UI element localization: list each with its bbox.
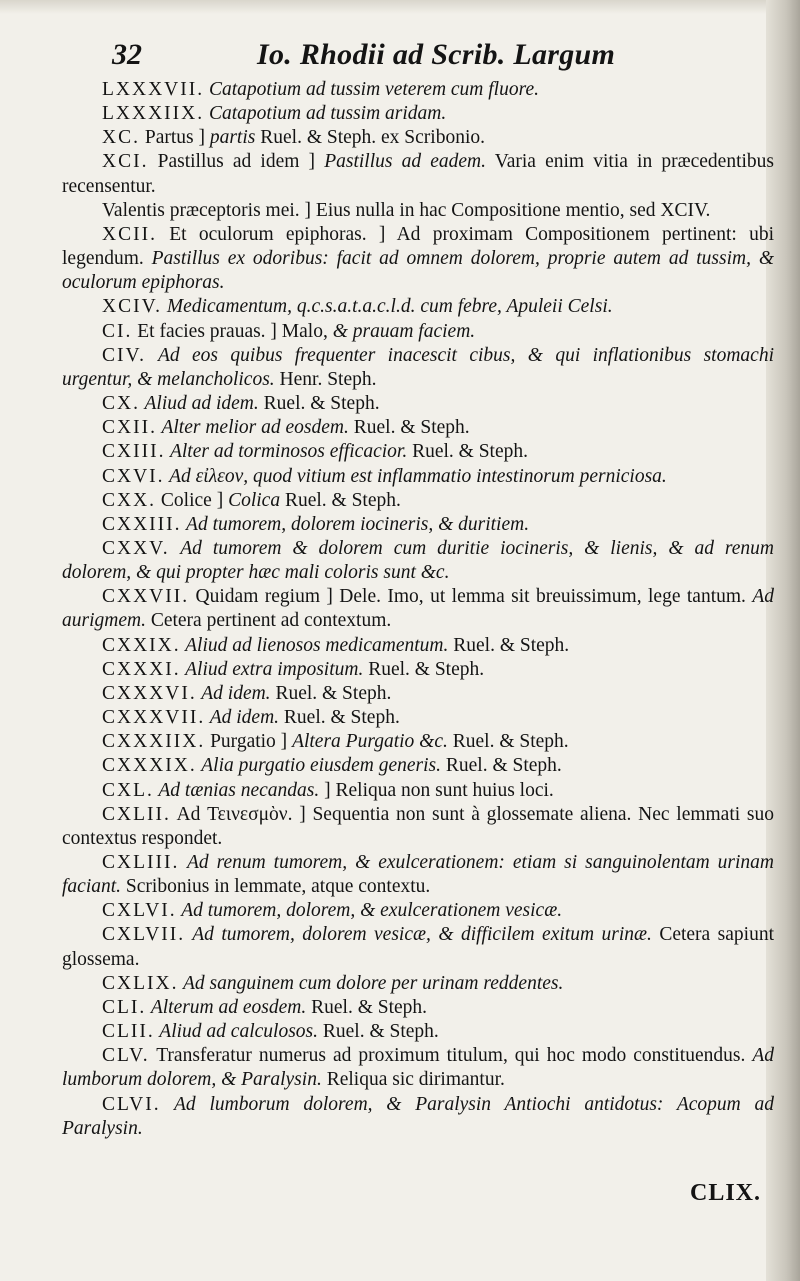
page-header: [112, 38, 732, 78]
entry-number: CXLVII.: [102, 924, 186, 946]
entry-number: CXIII.: [102, 441, 166, 463]
entry-text-italic: Ad renum tumorem, & exulcerationem: etiam si sanguinolentam urinam faciant.: [62, 852, 774, 898]
page-top-shadow: [0, 0, 800, 14]
entry-text: Quidam regium ] Dele. Imo, ut lemma sit breuissimum, lege tantum.: [189, 586, 753, 608]
entry-text: Ruel. & Steph.: [407, 441, 529, 463]
commentary-entry: [62, 899, 774, 923]
entry-text: ] Reliqua non sunt huius loci.: [319, 779, 554, 801]
entry-number: CXLVI.: [102, 900, 177, 922]
entry-text: Ruel. & Steph.: [306, 996, 428, 1018]
entry-text: Cetera sapiunt glossema.: [62, 924, 774, 970]
entry-text: Ruel. & Steph.: [280, 489, 401, 511]
entry-text-italic: Aliud ad idem.: [139, 393, 259, 415]
entry-text-italic: Ad lumborum dolorem, & Paralysin.: [62, 1045, 774, 1091]
commentary-entry: [62, 223, 774, 295]
entry-text-italic: Pastillus ad eadem.: [324, 151, 487, 173]
entry-number: CXXXVI.: [102, 682, 197, 704]
entry-text-italic: Ad idem.: [196, 682, 271, 704]
entry-number: CLVI.: [102, 1093, 161, 1115]
entry-text-italic: Medicamentum, q.c.s.a.t.a.c.l.d. cum febre, Apuleii Celsi.: [162, 296, 613, 318]
entry-text: Ruel. & Steph.: [441, 755, 562, 777]
commentary-entry: [62, 779, 774, 803]
entry-text-italic: Alter ad torminosos efficacior.: [165, 441, 408, 463]
commentary-entry: [62, 585, 774, 633]
entry-number: CXVI.: [102, 465, 165, 487]
entry-number: CXXIX.: [102, 634, 181, 656]
entry-number: CLV.: [102, 1045, 150, 1067]
commentary-entry: [62, 489, 774, 513]
entry-text-italic: Ad tænias necandas.: [153, 779, 320, 801]
entry-text: Et facies prauas. ] Malo,: [132, 320, 333, 342]
entry-text: Ruel. & Steph.: [447, 731, 569, 753]
entry-text: Pastillus ad idem ]: [148, 151, 325, 173]
entry-text: Ruel. & Steph.: [279, 707, 400, 729]
entry-text-italic: Alia purgatio eiusdem generis.: [196, 755, 441, 777]
entry-number: CXXXI.: [102, 658, 181, 680]
commentary-entry: [62, 923, 774, 971]
commentary-entry: [62, 730, 774, 754]
entry-text-italic: Pastillus ex odoribus: facit ad omnem dolorem, proprie autem ad tussim, & oculorum epiphoras.: [62, 248, 774, 294]
entry-number: CXII.: [102, 417, 157, 439]
commentary-entry: [62, 537, 774, 585]
commentary-entry: [62, 754, 774, 778]
commentary-entry: [62, 803, 774, 851]
entry-text-italic: Ad aurigmem.: [62, 586, 774, 632]
commentary-entry: [62, 440, 774, 464]
commentary-entry: [62, 706, 774, 730]
entry-text-italic: Aliud extra impositum.: [180, 658, 364, 680]
entry-text-italic: partis: [209, 127, 256, 149]
entry-text-italic: Ad idem.: [205, 707, 280, 729]
commentary-entry: [62, 1093, 774, 1141]
catchword-signature: CLIX.: [690, 1180, 762, 1206]
page-number: 32: [112, 38, 142, 71]
entry-text-italic: Colica: [228, 489, 281, 511]
entry-number: CXXVII.: [102, 586, 190, 608]
entry-number: CLII.: [102, 1021, 155, 1043]
entry-text: Valentis præceptoris mei. ] Eius nulla in hac Compositione mentio, sed XCIV.: [102, 199, 711, 221]
commentary-entry: [62, 416, 774, 440]
commentary-body: [62, 78, 774, 1141]
entry-text-italic: Ad lumborum dolorem, & Paralysin Antiochi antidotus: Acopum ad Paralysin.: [62, 1093, 774, 1139]
entry-text: Colice ]: [156, 489, 229, 511]
entry-text: Cetera pertinent ad contextum.: [145, 610, 392, 632]
commentary-entry: [62, 972, 774, 996]
entry-text: Ruel. & Steph. ex Scribonio.: [255, 127, 486, 149]
entry-number: CIV.: [102, 344, 146, 366]
commentary-entry: [62, 658, 774, 682]
entry-text: Ruel. & Steph.: [348, 417, 470, 439]
commentary-entry: [62, 996, 774, 1020]
entry-text: Transferatur numerus ad proximum titulum, qui hoc modo constituendus.: [149, 1045, 753, 1067]
entry-text: Ruel. & Steph.: [270, 682, 392, 704]
entry-text: Ruel. & Steph.: [318, 1021, 439, 1043]
entry-text-italic: Alterum ad eosdem.: [146, 996, 307, 1018]
commentary-entry: [62, 634, 774, 658]
commentary-entry: [62, 1044, 774, 1092]
entry-text: Scribonius in lemmate, atque contextu.: [121, 876, 431, 898]
entry-text: Purgatio ]: [205, 731, 293, 753]
entry-text: Partus ]: [139, 127, 210, 149]
entry-number: XCIV.: [102, 296, 163, 318]
entry-text-italic: Ad sanguinem cum dolore per urinam reddentes.: [178, 972, 564, 994]
entry-text-italic: Ad tumorem & dolorem cum duritie iocineris, & lienis, & ad renum dolorem, & qui propter hæc mali coloris sunt &c.: [62, 537, 774, 584]
entry-number: CI.: [102, 320, 133, 342]
entry-number: CXL.: [102, 779, 154, 801]
entry-text: Reliqua sic dirimantur.: [321, 1069, 505, 1091]
entry-text: Ad Τεινεσμὸν. ] Sequentia non sunt à glossemate aliena. Nec lemmati suo contextus respondet.: [62, 803, 774, 849]
entry-number: CXLII.: [102, 803, 171, 825]
commentary-entry: [62, 150, 774, 198]
entry-number: LXXXIIX.: [102, 103, 205, 125]
commentary-entry: [62, 295, 774, 319]
commentary-entry: [62, 78, 774, 102]
commentary-entry: [62, 682, 774, 706]
entry-text: Henr. Steph.: [274, 368, 377, 390]
entry-number: CXX.: [102, 489, 157, 511]
commentary-entry: [62, 126, 774, 150]
commentary-entry: [62, 199, 774, 223]
entry-text-italic: Ad tumorem, dolorem iocineris, & duritiem.: [181, 513, 530, 535]
entry-number: CXLIX.: [102, 972, 179, 994]
commentary-entry: [62, 392, 774, 416]
entry-text-italic: Aliud ad calculosos.: [154, 1021, 318, 1043]
entry-text: Ruel. & Steph.: [258, 393, 380, 415]
entry-number: CX.: [102, 393, 140, 415]
entry-text-italic: Altera Purgatio &c.: [292, 731, 448, 753]
commentary-entry: [62, 320, 774, 344]
entry-number: XCII.: [102, 223, 157, 245]
entry-text-italic: Ad eos quibus frequenter inacescit cibus, & qui inflationibus stomachi urgentur, & melancholicos.: [62, 344, 774, 390]
entry-number: CXXXVII.: [102, 707, 206, 729]
entry-text-italic: Aliud ad lienosos medicamentum.: [180, 634, 449, 656]
commentary-entry: [62, 344, 774, 392]
entry-number: CXLIII.: [102, 852, 180, 873]
entry-number: LXXXVII.: [102, 79, 205, 100]
entry-text: Ruel. & Steph.: [448, 634, 570, 656]
entry-number: CXXV.: [102, 537, 170, 559]
commentary-entry: [62, 465, 774, 489]
entry-text: Varia enim vitia in præcedentibus recensentur.: [62, 151, 774, 197]
entry-number: XC.: [102, 127, 140, 149]
entry-text-italic: & prauam faciem.: [332, 320, 476, 342]
entry-text-italic: Ad tumorem, dolorem, & exulcerationem vesicæ.: [176, 900, 563, 922]
entry-number: CLI.: [102, 996, 147, 1018]
commentary-entry: [62, 513, 774, 537]
entry-text-italic: Ad εἰλεον, quod vitium est inflammatio intestinorum perniciosa.: [164, 465, 667, 487]
entry-text-italic: Catapotium ad tussim veterem cum fluore.: [204, 79, 539, 100]
entry-number: CXXXIIX.: [102, 731, 206, 753]
running-head: Io. Rhodii ad Scrib. Largum: [257, 38, 616, 71]
entry-text-italic: Catapotium ad tussim aridam.: [204, 103, 447, 125]
entry-text: Et oculorum epiphoras. ] Ad proximam Compositionem pertinent: ubi legendum.: [62, 223, 774, 270]
entry-number: XCI.: [102, 151, 149, 173]
commentary-entry: [62, 1020, 774, 1044]
entry-text-italic: Ad tumorem, dolorem vesicæ, & difficilem exitum urinæ.: [185, 924, 652, 946]
entry-number: CXXIII.: [102, 513, 182, 535]
entry-number: CXXXIX.: [102, 755, 197, 777]
entry-text-italic: Alter melior ad eosdem.: [156, 417, 349, 439]
commentary-entry: [62, 102, 774, 126]
commentary-entry: [62, 851, 774, 899]
entry-text: Ruel. & Steph.: [363, 658, 485, 680]
